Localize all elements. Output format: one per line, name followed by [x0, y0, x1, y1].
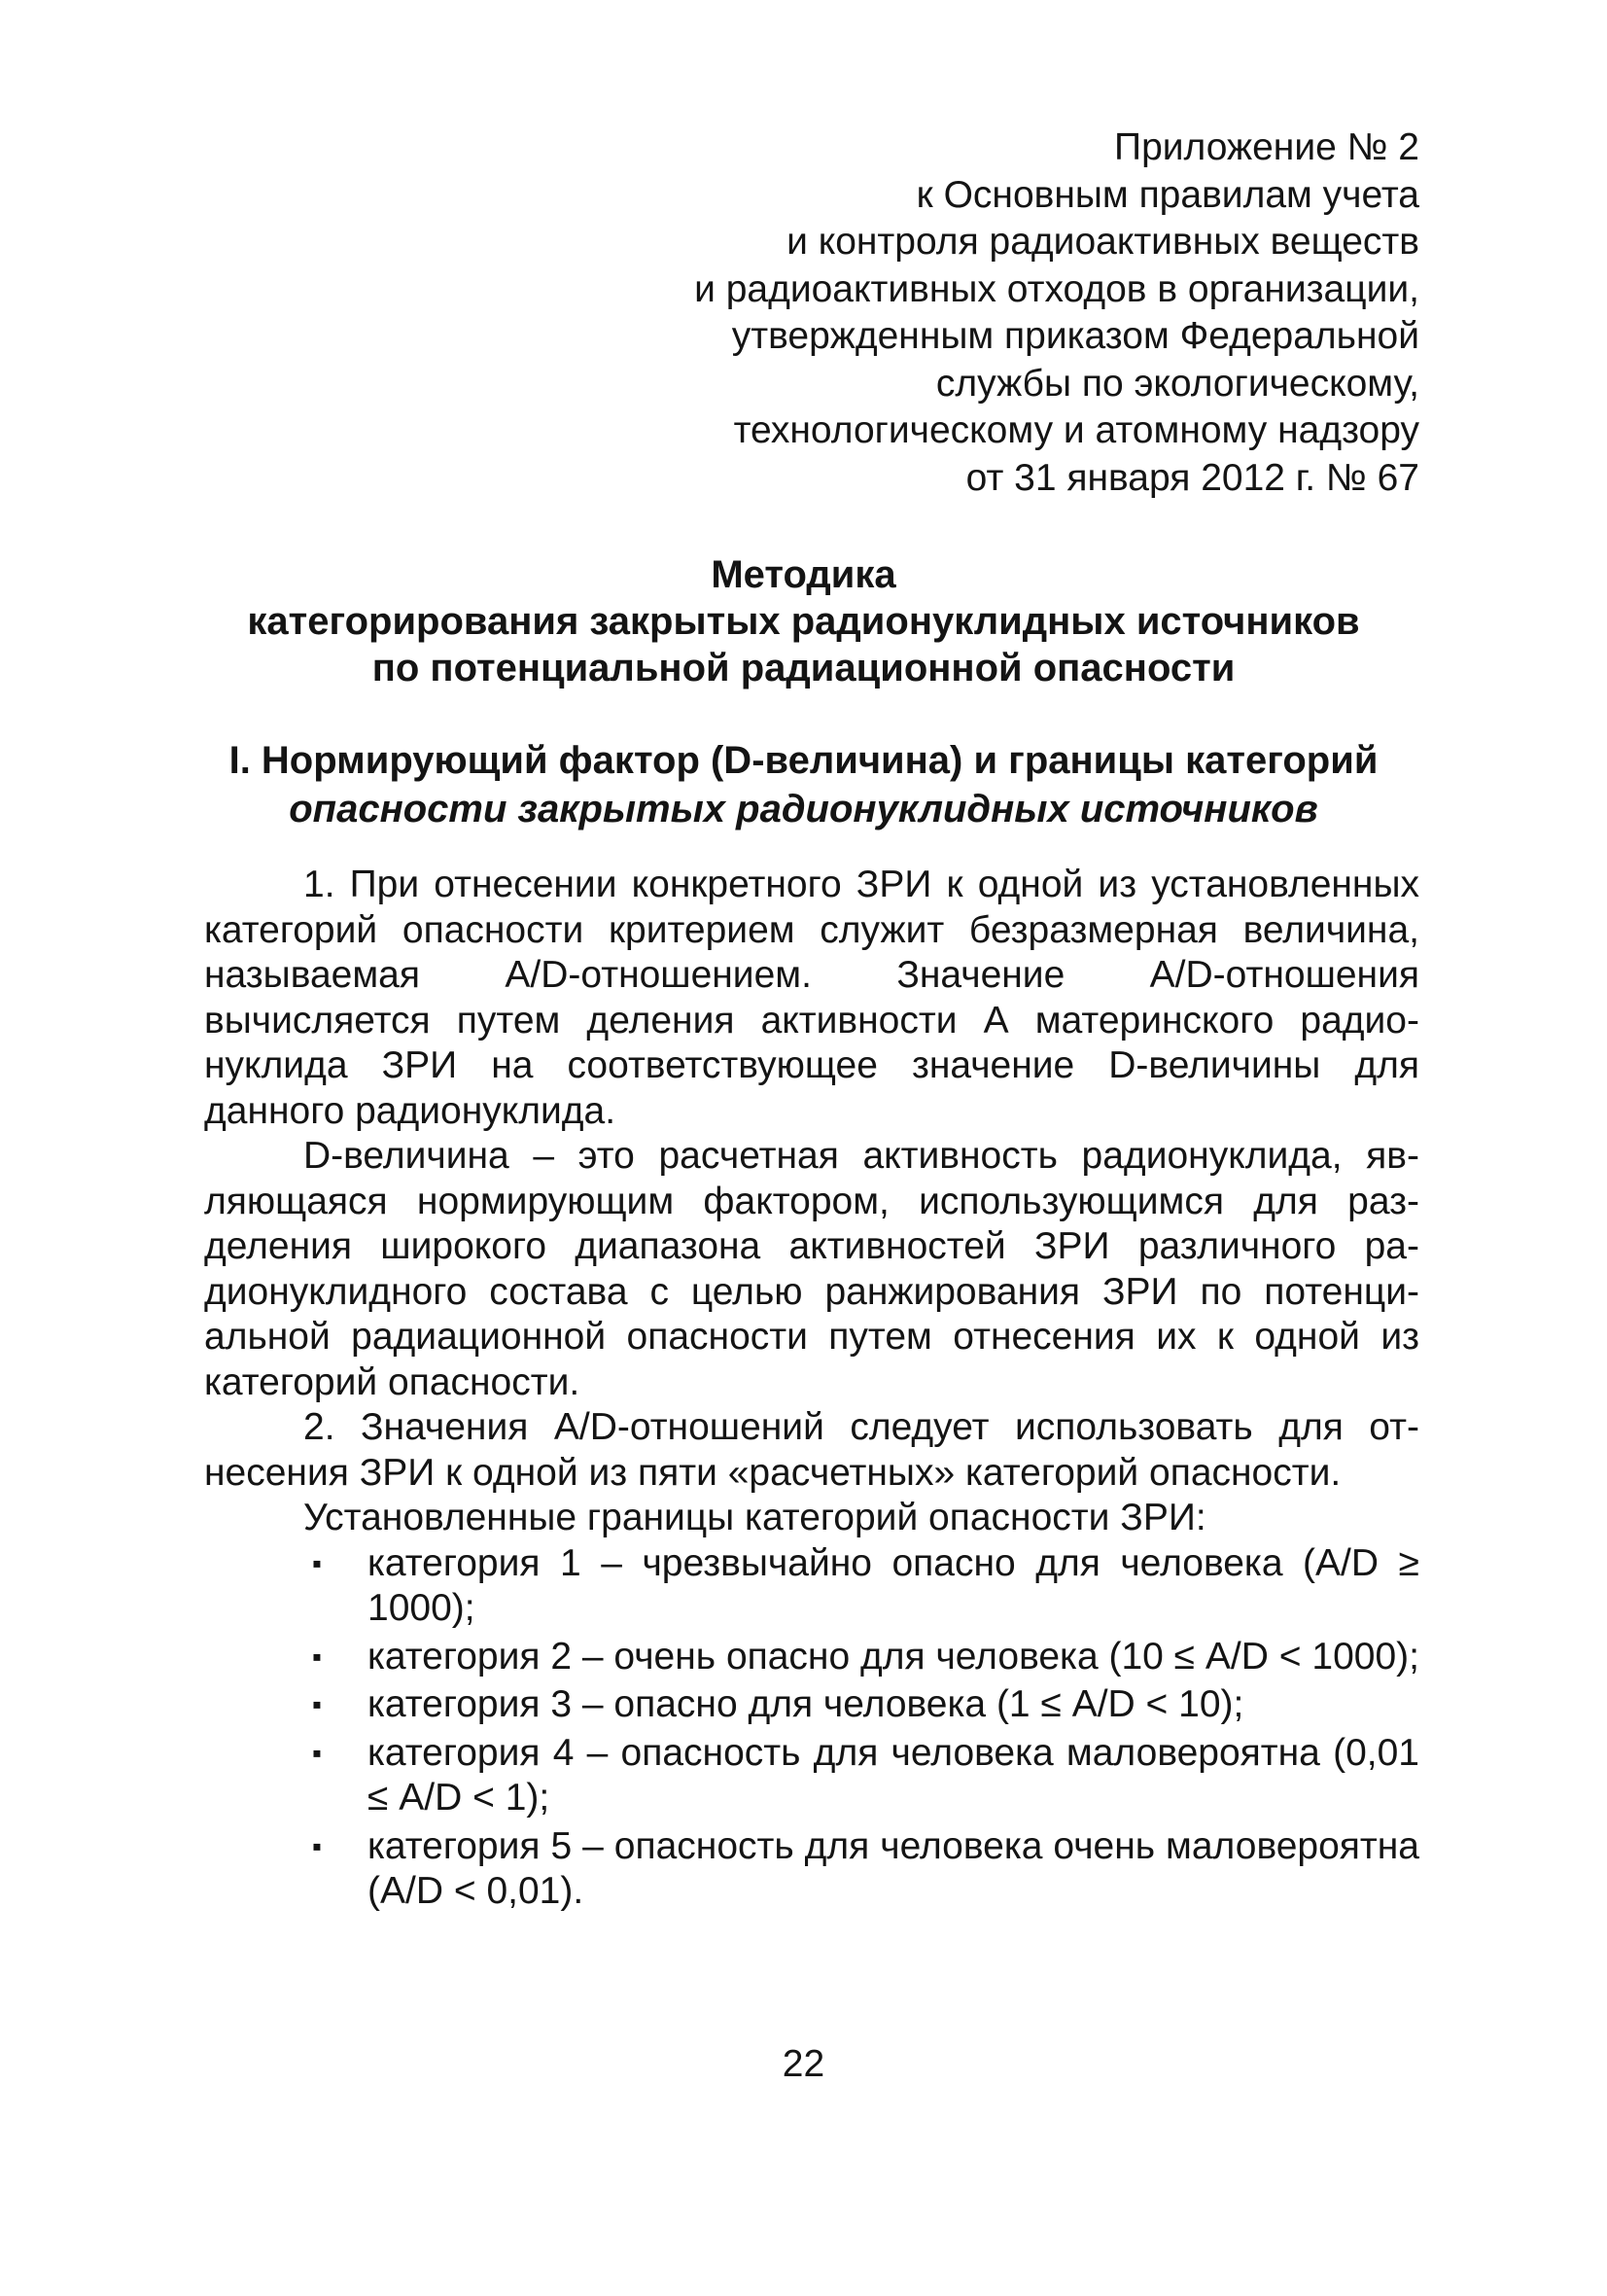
category-list [204, 1541, 1419, 1915]
paragraph-1: 1. При отнесении конкретного ЗРИ к одной из установленных категорий опасности критерием служит безразмерная величина, называемая A/D-отношением. Значение A/D-отношения вычисляется путем деления активности А материнского радионуклида ЗРИ на соответствующее значение D-величины для данного радионуклида. [204, 864, 1419, 1132]
appendix-line: технологическому и атомному надзору [733, 409, 1419, 451]
title-line: категорирования закрытых радионуклидных источников [247, 600, 1360, 643]
list-item-text: категория 3 – опасно для человека (1 ≤ A/D < 10); [367, 1683, 1244, 1725]
body-text [204, 863, 1419, 1918]
title-line: Методика [711, 553, 896, 596]
list-item [204, 1541, 1419, 1632]
bullet-marker: ▪ [312, 1737, 322, 1768]
appendix-line: Приложение № 2 [1114, 126, 1419, 168]
list-item [204, 1824, 1419, 1915]
list-item-text: категория 1 – чрезвычайно опасно для человека (A/D ≥ 1000); [367, 1541, 1419, 1629]
appendix-line: от 31 января 2012 г. № 67 [965, 456, 1419, 499]
bullet-marker: ▪ [312, 1547, 322, 1578]
title-line: по потенциальной радиационной опасности [371, 647, 1236, 689]
document-title [146, 551, 1461, 691]
bullet-marker: ▪ [312, 1641, 322, 1672]
list-item-text: категория 4 – опасность для человека маловероятна (0,01 ≤ A/D < 1); [367, 1731, 1419, 1819]
section-heading-line-2: опасности закрытых радионуклидных источников [289, 788, 1318, 830]
paragraph-2: D-величина – это расчетная активность радионуклида, являющаяся нормирующим фактором, использующимся для разделения широкого диапазона активностей ЗРИ различного радионуклидного состава с целью ранжирования ЗРИ по потенциальной радиационной опасности путем отнесения их к одной из категорий опасности. [204, 1135, 1419, 1403]
list-item [204, 1682, 1419, 1728]
list-item-text: категория 5 – опасность для человека очень маловероятна (A/D < 0,01). [367, 1824, 1419, 1912]
appendix-line: службы по экологическому, [935, 362, 1419, 405]
section-heading [146, 736, 1461, 833]
appendix-line: и контроля радиоактивных веществ [786, 221, 1419, 263]
paragraph-4: Установленные границы категорий опасности ЗРИ: [303, 1497, 1206, 1538]
appendix-line: и радиоактивных отходов в организации, [694, 267, 1419, 310]
bullet-marker: ▪ [312, 1830, 322, 1861]
paragraph-3: 2. Значения A/D-отношений следует использовать для отнесения ЗРИ к одной из пяти «расчетных» категорий опасности. [204, 1406, 1419, 1494]
appendix-header [583, 124, 1419, 502]
list-item-text: категория 2 – очень опасно для человека (10 ≤ A/D < 1000); [367, 1635, 1419, 1678]
list-item [204, 1731, 1419, 1821]
list-item [204, 1635, 1419, 1680]
section-heading-line-1: I. Нормирующий фактор (D-величина) и границы категорий [228, 739, 1379, 782]
appendix-line: к Основным правилам учета [916, 173, 1419, 216]
page-number: 22 [782, 2043, 825, 2085]
appendix-line: утвержденным приказом Федеральной [731, 315, 1419, 357]
bullet-marker: ▪ [312, 1689, 322, 1719]
